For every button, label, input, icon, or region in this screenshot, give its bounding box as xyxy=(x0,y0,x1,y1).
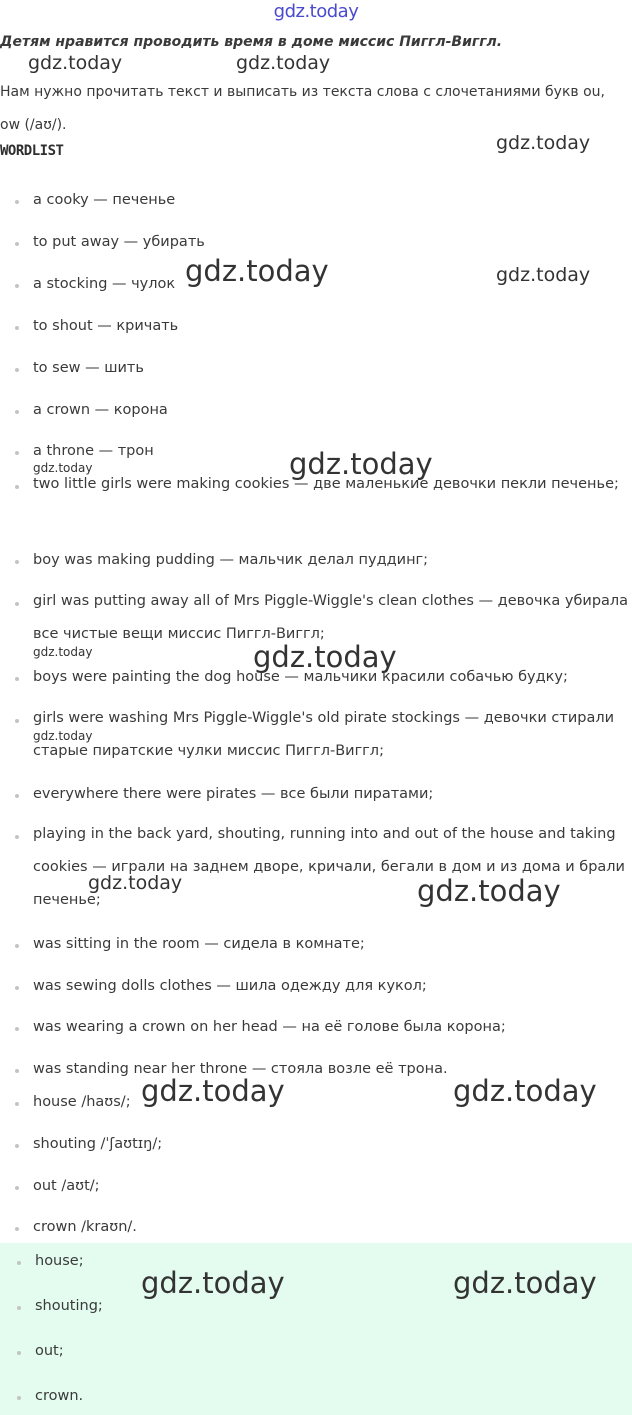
bullet-icon xyxy=(15,835,19,839)
bullet-icon xyxy=(15,719,19,723)
answer-panel: house; shouting; out; crown. xyxy=(0,1243,632,1415)
watermark: gdz.today xyxy=(289,447,433,481)
watermark: gdz.today xyxy=(28,52,123,74)
site-logo[interactable]: gdz.today xyxy=(273,1,359,22)
watermark: gdz.today xyxy=(236,52,331,74)
bullet-icon xyxy=(15,986,19,990)
watermark: gdz.today xyxy=(33,645,93,659)
watermark: gdz.today xyxy=(453,1074,597,1108)
watermark: gdz.today xyxy=(496,132,591,154)
bullet-icon xyxy=(15,1227,19,1231)
page-title: Детям нравится проводить время в доме миссис Пиггл-Виггл. xyxy=(0,34,503,50)
watermark: gdz.today xyxy=(496,264,591,286)
watermark: gdz.today xyxy=(417,874,561,908)
bullet-icon xyxy=(15,794,19,798)
watermark: gdz.today xyxy=(141,1266,285,1300)
watermark: gdz.today xyxy=(185,254,329,288)
watermark: gdz.today xyxy=(453,1266,597,1300)
watermark: gdz.today xyxy=(253,640,397,674)
bullet-icon xyxy=(15,560,19,564)
bullet-icon xyxy=(15,944,19,948)
bullet-icon xyxy=(15,200,19,204)
bullet-icon xyxy=(17,1396,21,1400)
bullet-icon xyxy=(15,485,19,489)
bullet-icon xyxy=(15,1144,19,1148)
bullet-icon xyxy=(15,284,19,288)
watermark: gdz.today xyxy=(33,729,93,743)
bullet-icon xyxy=(15,326,19,330)
bullet-icon xyxy=(15,1102,19,1106)
bullet-icon xyxy=(17,1351,21,1355)
bullet-icon xyxy=(15,602,19,606)
task-text: Нам нужно прочитать текст и выписать из текста слова с слочетаниями букв ou, ow (/aʊ/). xyxy=(0,84,605,133)
bullet-icon xyxy=(15,451,19,455)
bullet-icon xyxy=(15,1186,19,1190)
bullet-icon xyxy=(15,1069,19,1073)
bullet-icon xyxy=(15,1027,19,1031)
wordlist-heading: WORDLIST xyxy=(0,143,64,159)
bullet-icon xyxy=(15,677,19,681)
watermark: gdz.today xyxy=(88,872,183,894)
bullet-icon xyxy=(15,368,19,372)
bullet-icon xyxy=(17,1306,21,1310)
bullet-icon xyxy=(15,410,19,414)
watermark: gdz.today xyxy=(33,461,93,475)
bullet-icon xyxy=(17,1261,21,1265)
bullet-icon xyxy=(15,242,19,246)
watermark: gdz.today xyxy=(141,1074,285,1108)
